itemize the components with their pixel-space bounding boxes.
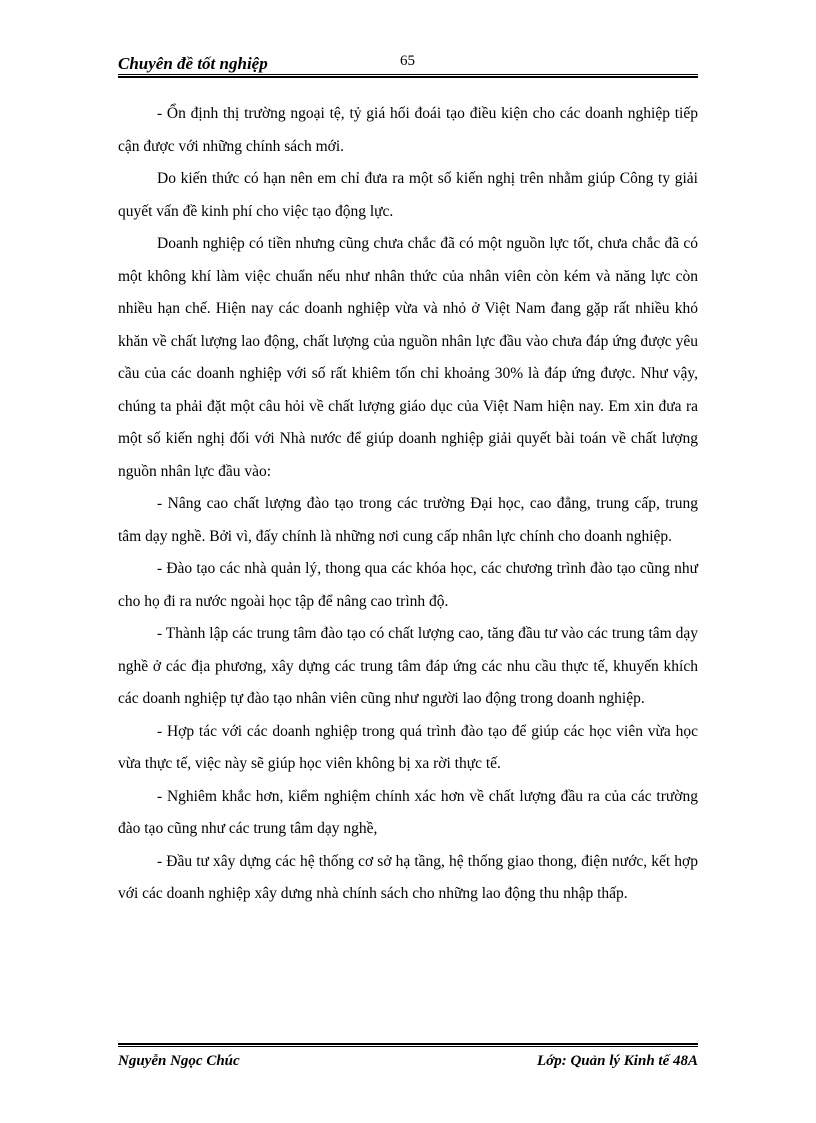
paragraph: - Nâng cao chất lượng đào tạo trong các trường Đại học, cao đẳng, trung cấp, trung tâm dạy nghề. Bởi vì, đấy chính là những nơi cung cấp nhân lực chính cho doanh nghiệp.: [118, 495, 698, 545]
paragraph: - Ổn định thị trường ngoại tệ, tỷ giá hối đoái tạo điều kiện cho các doanh nghiệp tiếp cận được với những chính sách mới.: [118, 105, 698, 155]
body-text: [118, 98, 698, 911]
footer-author: Nguyễn Ngọc Chúc: [118, 1053, 240, 1069]
paragraph: - Nghiêm khắc hơn, kiểm nghiệm chính xác hơn về chất lượng đầu ra của các trường đào tạo cũng như các trung tâm dạy nghề,: [118, 787, 698, 837]
header-rule: [118, 74, 698, 78]
paragraph: - Hợp tác với các doanh nghiệp trong quá trình đào tạo để giúp các học viên vừa học vừa thực tế, việc này sẽ giúp học viên không bị xa rời thực tế.: [118, 722, 698, 772]
paragraph: Do kiến thức có hạn nên em chỉ đưa ra một số kiến nghị trên nhằm giúp Công ty giải quyết vấn đề kinh phí cho việc tạo động lực.: [118, 170, 698, 220]
paragraph: Doanh nghiệp có tiền nhưng cũng chưa chắc đã có một nguồn lực tốt, chưa chắc đã có một không khí làm việc chuẩn nếu như nhân thức của nhân viên còn kém và năng lực còn nhiều hạn chế. Hiện nay các doanh nghiệp vừa và nhỏ ở Việt Nam đang gặp rất nhiều khó khăn về chất lượng lao động, chất lượng của nguồn nhân lực đầu vào chưa đáp ứng được yêu cầu của các doanh nghiệp với số rất khiêm tốn chỉ khoảng 30% là đáp ứng được. Như vậy, chúng ta phải đặt một câu hỏi về chất lượng giáo dục của Việt Nam hiện nay. Em xin đưa ra một số kiến nghị đối với Nhà nước để giúp doanh nghiệp giải quyết bài toán về chất lượng nguồn nhân lực đầu vào:: [118, 235, 698, 480]
footer-rule: [118, 1043, 698, 1047]
paragraph: - Đầu tư xây dựng các hệ thống cơ sở hạ tầng, hệ thống giao thong, điện nước, kết hợp với các doanh nghiệp xây dưng nhà chính sách cho những lao động thu nhập thấp.: [118, 852, 698, 902]
document-title: Chuyên đề tốt nghiệp: [118, 54, 268, 73]
paragraph: - Thành lập các trung tâm đào tạo có chất lượng cao, tăng đầu tư vào các trung tâm dạy nghề ở các địa phương, xây dựng các trung tâm đáp ứng các nhu cầu thực tế, khuyến khích các doanh nghiệp tự đào tạo nhân viên cũng như người lao động trong doanh nghiệp.: [118, 625, 698, 707]
paragraph: - Đào tạo các nhà quản lý, thong qua các khóa học, các chương trình đào tạo cũng như cho họ đi ra nước ngoài học tập để nâng cao trình độ.: [118, 560, 698, 610]
page-number: 65: [400, 53, 415, 69]
footer-class: Lớp: Quản lý Kinh tế 48A: [537, 1053, 698, 1069]
